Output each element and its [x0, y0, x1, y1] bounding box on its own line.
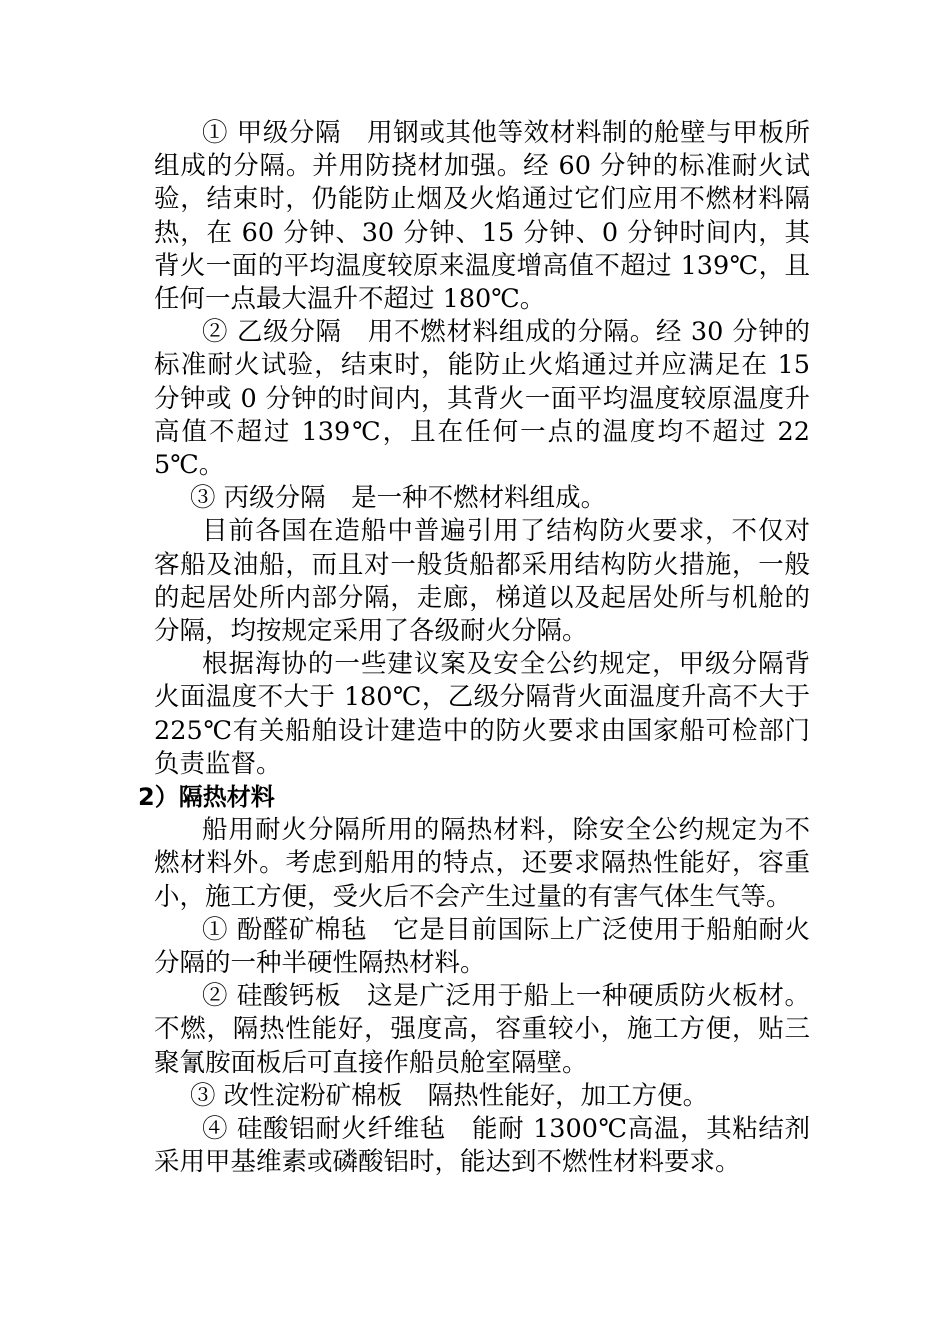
- paragraph-class-a-division: ① 甲级分隔 用钢或其他等效材料制的舱壁与甲板所组成的分隔。并用防挠材加强。经 60 分钟的标准耐火试验，结束时，仍能防止烟及火焰通过它们应用不燃材料隔热，在 60 分钟、30 分钟、15 分钟、0 分钟时间内，其背火一面的平均温度较原来温度增高值不超过 139℃，且任何一点最大温升不超过 180℃。: [154, 118, 810, 315]
- paragraph-modified-starch-board: ③ 改性淀粉矿棉板 隔热性能好，加工方便。: [190, 1080, 709, 1111]
- paragraph-aluminum-silicate-felt: ④ 硅酸铝耐火纤维毡 能耐 1300℃高温，其粘结剂采用甲基维素或磷酸铝时，能达到不燃性材料要求。: [154, 1114, 810, 1178]
- paragraph-class-c-division: ③ 丙级分隔 是一种不燃材料组成。: [190, 483, 607, 514]
- paragraph-phenolic-mineral-wool: ① 酚醛矿棉毡 它是目前国际上广泛使用于船舶耐火分隔的一种半硬性隔热材料。: [154, 914, 810, 979]
- paragraph-calcium-silicate-board: ② 硅酸钙板 这是广泛用于船上一种硬质防火板材。不燃，隔热性能好，强度高，容重较小，施工方便，贴三聚氰胺面板后可直接作船员舱室隔壁。: [154, 981, 810, 1078]
- paragraph-class-b-division: ② 乙级分隔 用不燃材料组成的分隔。经 30 分钟的标准耐火试验，结束时，能防止火焰通过并应满足在 15 分钟或 0 分钟的时间内，其背火一面平均温度较原温度升高值不超过 139℃，且在任何一点的温度均不超过 225℃。: [154, 317, 810, 481]
- document-body: [138, 117, 810, 1180]
- paragraph-structural-fire-protection: 目前各国在造船中普遍引用了结构防火要求，不仅对客船及油船，而且对一般货船都采用结构防火措施，一般的起居处所内部分隔，走廊，梯道以及起居处所与机舱的分隔，均按规定采用了各级耐火分隔。: [154, 516, 810, 647]
- paragraph-imo-recommendations: 根据海协的一些建议案及安全公约规定，甲级分隔背火面温度不大于 180℃，乙级分隔背火面温度升高不大于 225℃有关船舶设计建造中的防火要求由国家船可检部门负责监督。: [154, 649, 810, 779]
- section-heading: 2）隔热材料: [138, 783, 275, 812]
- paragraph-insulation-intro: 船用耐火分隔所用的隔热材料，除安全公约规定为不燃材料外。考虑到船用的特点，还要求隔热性能好，容重小，施工方便，受火后不会产生过量的有害气体生气等。: [154, 815, 810, 912]
